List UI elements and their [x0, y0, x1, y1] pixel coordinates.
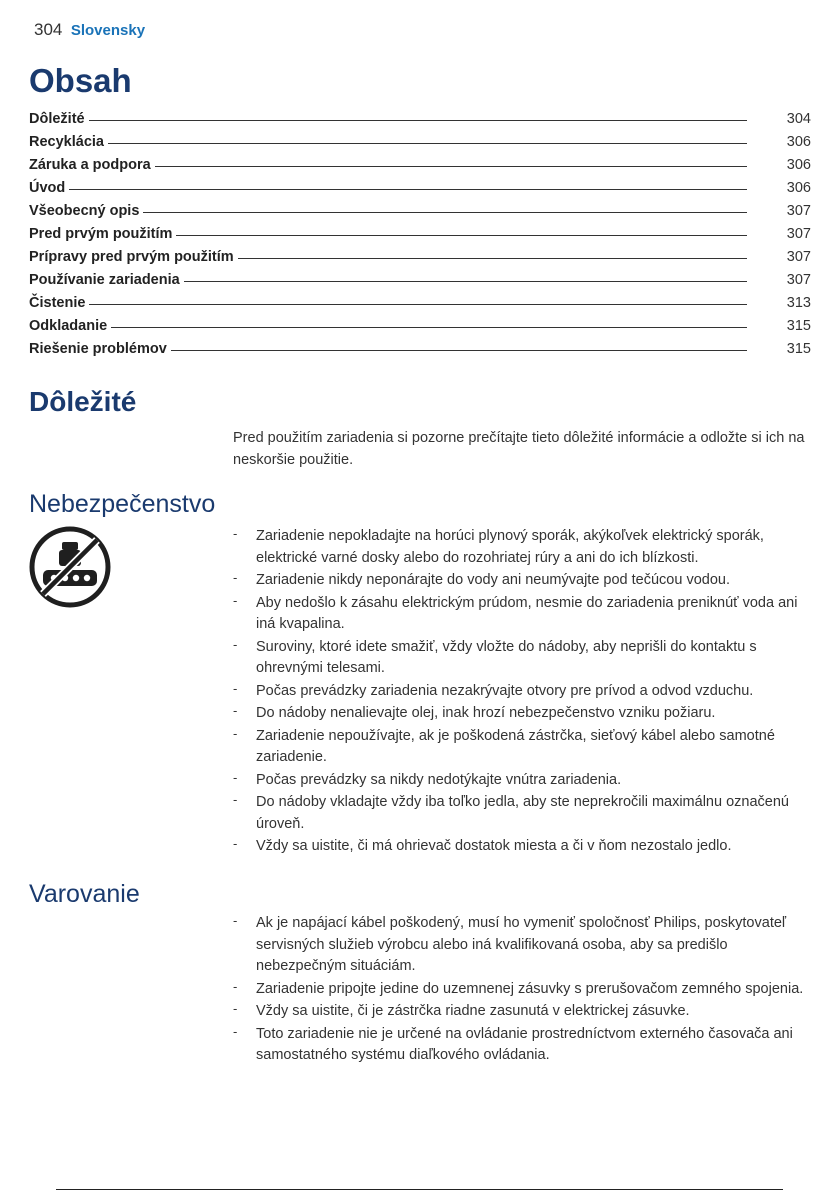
- toc-leader-line: [184, 281, 747, 282]
- toc-leader-line: [111, 327, 747, 328]
- danger-heading: Nebezpečenstvo: [29, 490, 216, 518]
- footer-divider: [56, 1189, 783, 1190]
- toc-item-page: 307: [786, 226, 811, 242]
- no-stove-icon: [28, 525, 112, 609]
- toc-item[interactable]: [29, 334, 811, 357]
- toc-title: Obsah: [29, 62, 132, 99]
- toc-item-page: 306: [786, 134, 811, 150]
- toc-item-label: Riešenie problémov: [29, 341, 167, 357]
- danger-list-item: - Do nádoby nenalievajte olej, inak hrozí nebezpečenstvo vzniku požiaru.: [233, 703, 808, 725]
- danger-list-item: - Suroviny, ktoré idete smažiť, vždy vložte do nádoby, aby neprišli do kontaktu s ohrevnými telesami.: [233, 637, 808, 680]
- toc-item-page: 306: [786, 180, 811, 196]
- toc-item-label: Úvod: [29, 180, 66, 196]
- toc-item-page: 307: [786, 272, 811, 288]
- toc-item-label: Záruka a podpora: [29, 157, 151, 173]
- toc-item[interactable]: [29, 127, 811, 150]
- toc-item-label: Odkladanie: [29, 318, 108, 334]
- toc-item[interactable]: [29, 104, 811, 127]
- toc-item[interactable]: [29, 219, 811, 242]
- danger-list-item: - Zariadenie nikdy neponárajte do vody ani neumývajte pod tečúcou vodou.: [233, 570, 808, 592]
- toc-leader-line: [108, 143, 747, 144]
- toc-leader-line: [89, 304, 747, 305]
- danger-list-item: - Počas prevádzky sa nikdy nedotýkajte vnútra zariadenia.: [233, 770, 808, 792]
- warning-list-item: - Ak je napájací kábel poškodený, musí ho vymeniť spoločnosť Philips, poskytovateľ servisných služieb výrobcu alebo iná kvalifikovaná osoba, aby sa predišlo nebezpečným situáciám.: [233, 913, 808, 978]
- toc-leader-line: [155, 166, 747, 167]
- danger-list-item: - Počas prevádzky zariadenia nezakrývajte otvory pre prívod a odvod vzduchu.: [233, 681, 808, 703]
- toc-leader-line: [89, 120, 747, 121]
- toc-item-page: 313: [786, 295, 811, 311]
- toc-item[interactable]: [29, 173, 811, 196]
- danger-list-item: - Aby nedošlo k zásahu elektrickým prúdom, nesmie do zariadenia preniknúť voda ani iná kvapalina.: [233, 593, 808, 636]
- toc-item[interactable]: [29, 288, 811, 311]
- danger-list: [233, 526, 808, 859]
- toc-item-label: Používanie zariadenia: [29, 272, 180, 288]
- toc-item-page: 307: [786, 249, 811, 265]
- toc-item-label: Všeobecný opis: [29, 203, 140, 219]
- warning-list-item: - Zariadenie pripojte jedine do uzemnenej zásuvky s prerušovačom zemného spojenia.: [233, 979, 808, 1001]
- warning-list: [233, 913, 808, 1068]
- toc-item[interactable]: [29, 311, 811, 334]
- page-number: 304: [34, 20, 63, 39]
- danger-list-item: - Zariadenie nepokladajte na horúci plynový sporák, akýkoľvek elektrický sporák, elektrické varné dosky alebo do rozohriatej rúry a ani do ich blízkosti.: [233, 526, 808, 569]
- toc-leader-line: [69, 189, 747, 190]
- toc-item-page: 304: [786, 111, 811, 127]
- toc-item-label: Prípravy pred prvým použitím: [29, 249, 234, 265]
- toc-item-page: 315: [786, 341, 811, 357]
- page-header: [34, 20, 145, 40]
- toc-item-label: Recyklácia: [29, 134, 104, 150]
- warning-list-item: - Toto zariadenie nie je určené na ovládanie prostredníctvom externého časovača ani samostatného systému diaľkového ovládania.: [233, 1024, 808, 1067]
- toc-leader-line: [176, 235, 747, 236]
- toc-leader-line: [171, 350, 747, 351]
- toc-item-label: Čistenie: [29, 295, 86, 311]
- toc-item[interactable]: [29, 196, 811, 219]
- toc-leader-line: [143, 212, 747, 213]
- toc-item[interactable]: [29, 150, 811, 173]
- danger-list-item: - Vždy sa uistite, či má ohrievač dostatok miesta a či v ňom nezostalo jedlo.: [233, 836, 808, 858]
- important-heading: Dôležité: [29, 386, 137, 417]
- toc-item-label: Pred prvým použitím: [29, 226, 173, 242]
- toc-item[interactable]: [29, 265, 811, 288]
- warning-list-item: - Vždy sa uistite, či je zástrčka riadne zasunutá v elektrickej zásuvke.: [233, 1001, 808, 1023]
- important-intro: Pred použitím zariadenia si pozorne prečítajte tieto dôležité informácie a odložte si ich na neskoršie použitie.: [233, 430, 805, 468]
- table-of-contents: [29, 104, 811, 357]
- toc-leader-line: [238, 258, 747, 259]
- language-label: Slovensky: [70, 22, 146, 39]
- toc-item-label: Dôležité: [29, 111, 85, 127]
- toc-item-page: 315: [786, 318, 811, 334]
- danger-list-item: - Zariadenie nepoužívajte, ak je poškodená zástrčka, sieťový kábel alebo samotné zariadenie.: [233, 726, 808, 769]
- danger-list-item: - Do nádoby vkladajte vždy iba toľko jedla, aby ste neprekročili maximálnu označenú úroveň.: [233, 792, 808, 835]
- toc-item[interactable]: [29, 242, 811, 265]
- toc-item-page: 307: [786, 203, 811, 219]
- warning-heading: Varovanie: [29, 880, 140, 908]
- toc-item-page: 306: [786, 157, 811, 173]
